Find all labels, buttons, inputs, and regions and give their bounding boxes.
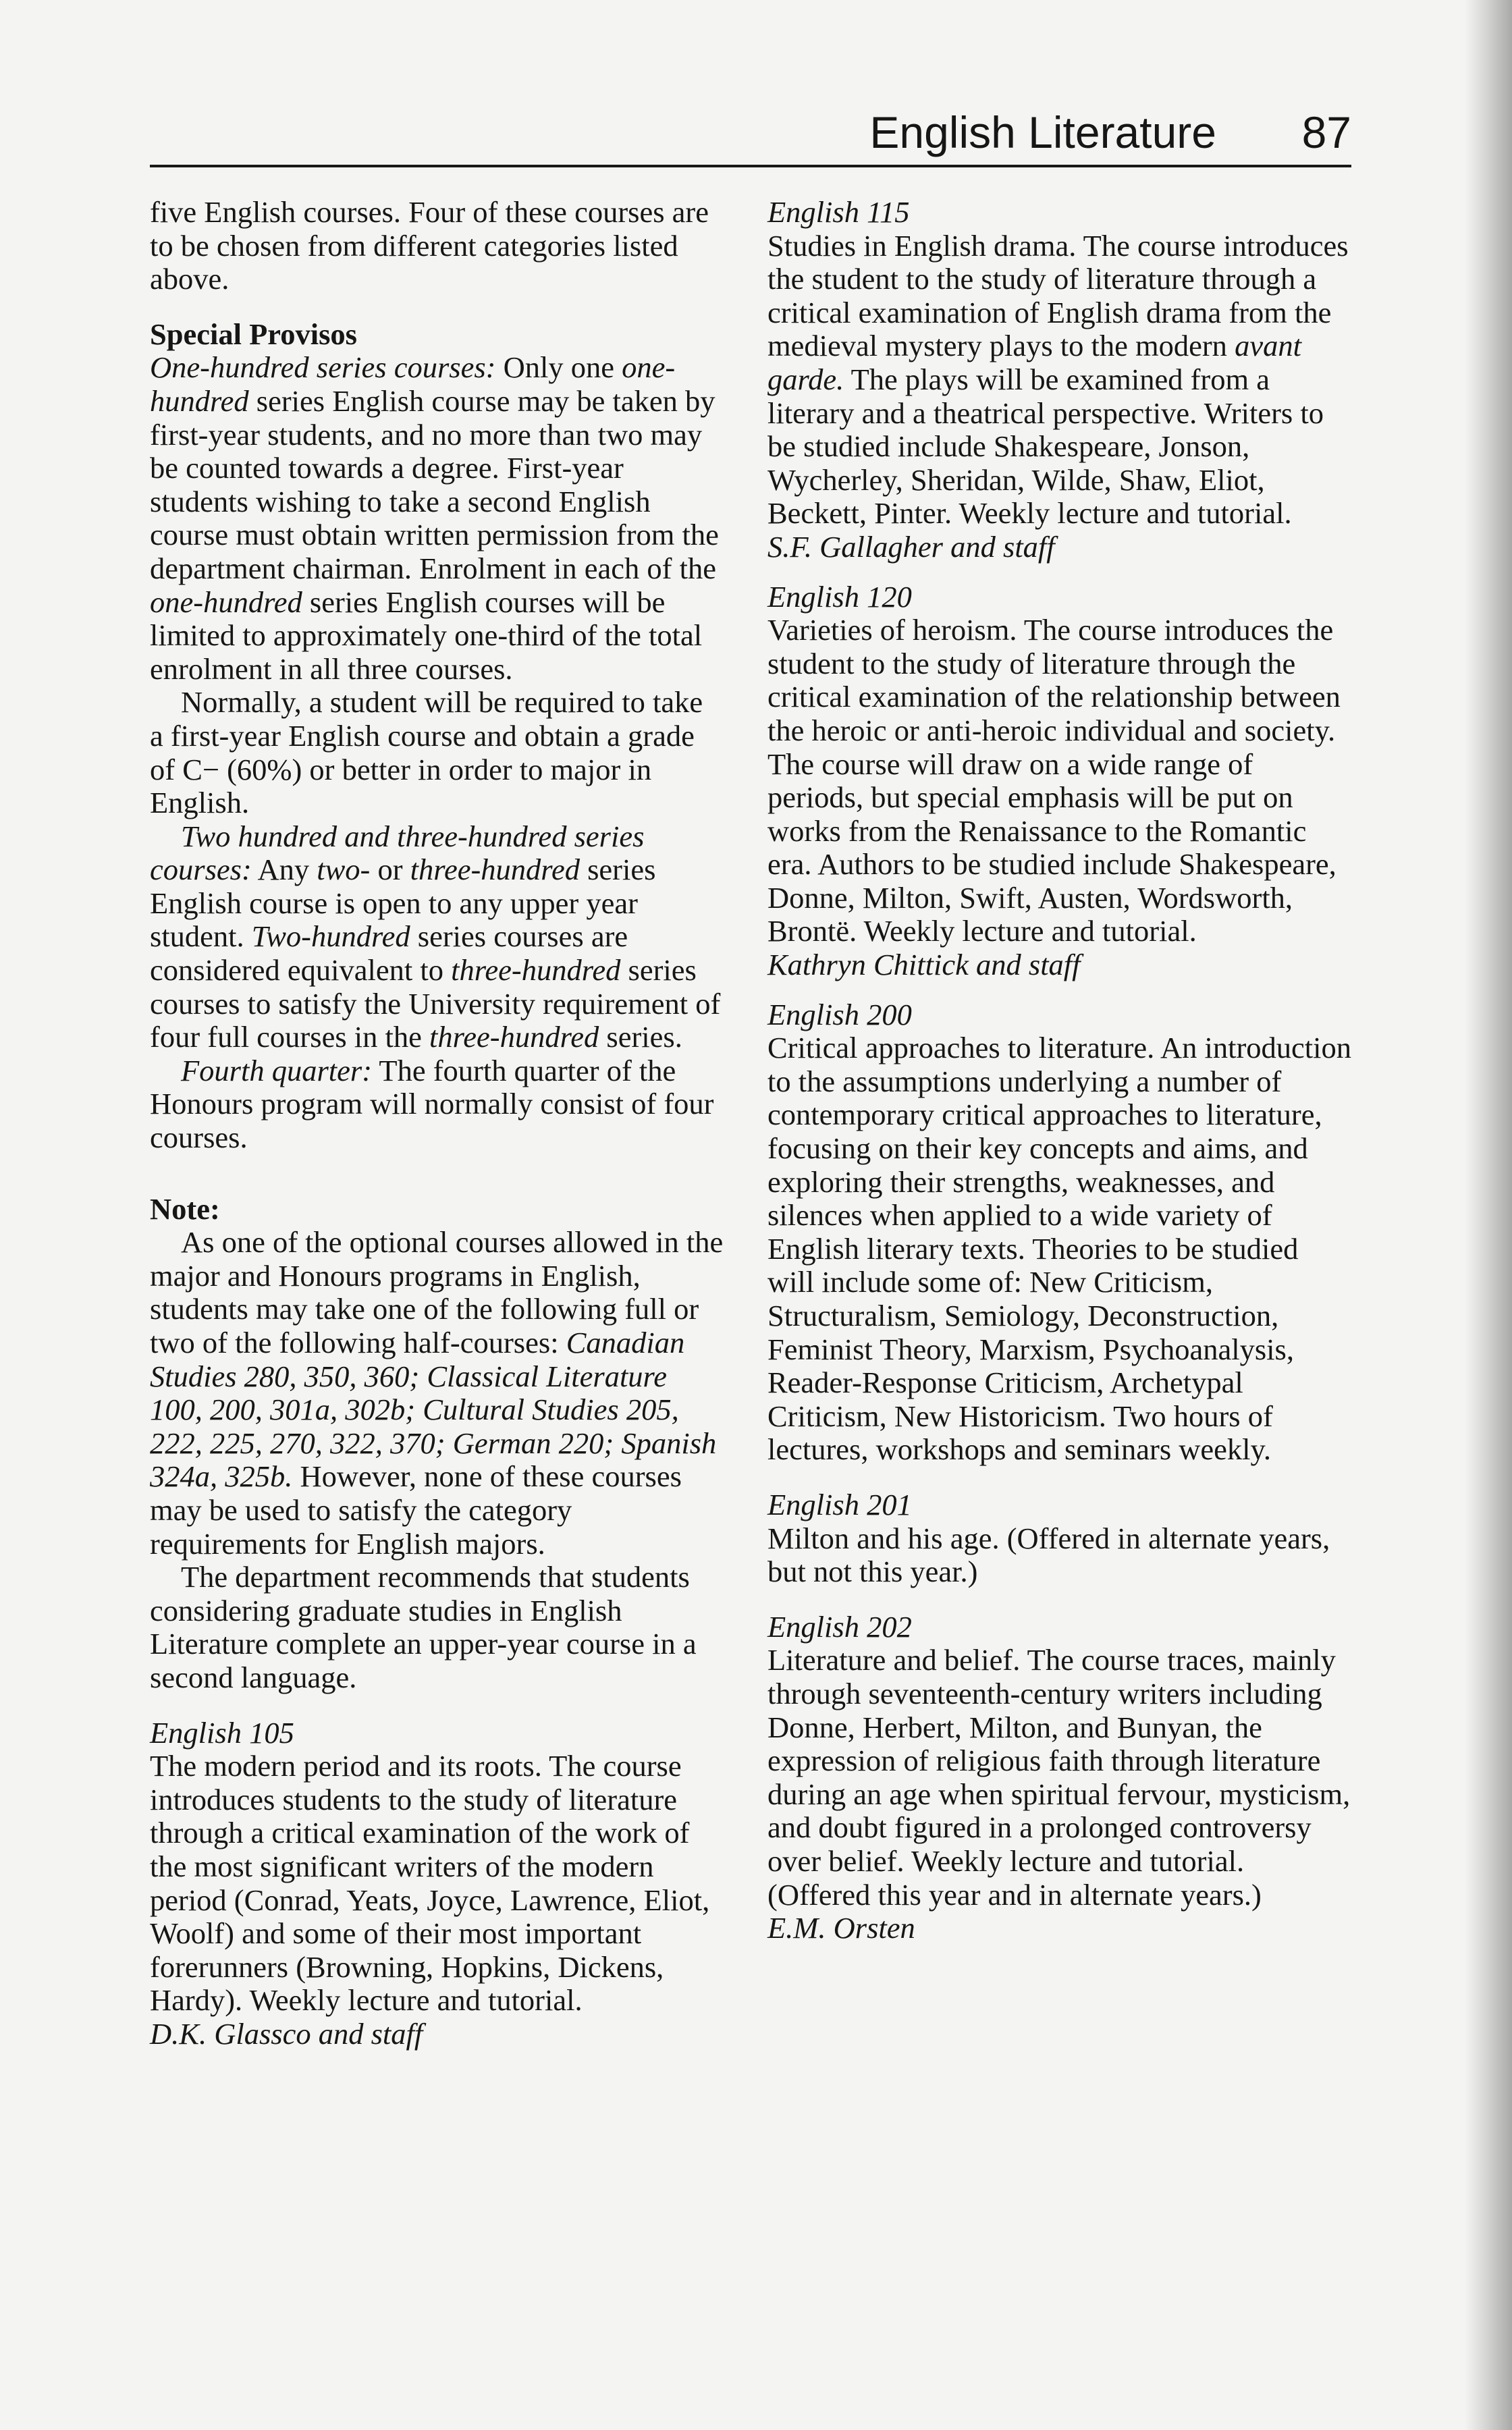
- page-number: 87: [1301, 107, 1351, 157]
- course-id: English 201: [767, 1487, 912, 1521]
- course-id: English 120: [767, 579, 912, 614]
- course-english-120: [767, 580, 1351, 982]
- course-english-201: [767, 1488, 1351, 1589]
- course-instructor: S.F. Gallagher and staff: [767, 529, 1055, 564]
- course-english-105: [150, 1717, 724, 2051]
- running-header: [150, 101, 1351, 161]
- course-description: Varieties of heroism. The course introduces the student to the study of literature through the critical examination of the relationship between the heroic or anti-heroic individual and society. The course will draw on a wide range of periods, but special emphasis will be put on works from the Renaissance to the Romantic era. Authors to be studied include Shakespeare, Donne, Milton, Swift, Austen, Wordsworth, Brontë. Weekly lecture and tutorial.: [767, 613, 1341, 948]
- course-instructor: D.K. Glassco and staff: [150, 2016, 423, 2051]
- course-description: Studies in English drama. The course introduces the student to the study of literature through a critical examination of English drama from the medieval mystery plays to the modern avant garde. The plays will be examined from a literary and a theatrical perspective. Writers to be studied include Shakespeare, Jonson, Wycherley, Sheridan, Wilde, Shaw, Eliot, Beckett, Pinter. Weekly lecture and tutorial.: [767, 228, 1349, 531]
- provisos-two-three-hundred: Two hundred and three-hundred series courses: Any two- or three-hundred series English course is open to any upper year student. Two-hundred series courses are considered equivalent to three-hundred series courses to satisfy the University requirement of four full courses in the three-hundred series.: [150, 819, 721, 1054]
- right-column: [767, 196, 1351, 1945]
- course-english-115: [767, 196, 1351, 564]
- intro-paragraph: five English courses. Four of these courses are to be chosen from different categories listed above.: [150, 195, 709, 296]
- course-id: English 105: [150, 1715, 294, 1750]
- course-description: Literature and belief. The course traces, mainly through seventeenth-century writers including Donne, Herbert, Milton, and Bunyan, the expression of religious faith through literature during an age when spiritual fervour, mysticism, and doubt figured in a prolonged controversy over belief. Weekly lecture and tutorial. (Offered this year and in alternate years.): [767, 1643, 1351, 1912]
- course-description: Critical approaches to literature. An introduction to the assumptions underlying a number of contemporary critical approaches to literature, focusing on their key concepts and aims, and exploring their strengths, weaknesses, and silences when applied to a wide variety of English literary texts. Theories to be studied will include some of: New Criticism, Structuralism, Semiology, Deconstruction, Feminist Theory, Marxism, Psychoanalysis, Reader-Response Criticism, Archetypal Criticism, New Historicism. Two hours of lectures, workshops and seminars weekly.: [767, 1031, 1352, 1467]
- left-column: [150, 196, 724, 2051]
- course-english-202: [767, 1611, 1351, 1945]
- header-rule: [150, 165, 1351, 167]
- course-description: The modern period and its roots. The course introduces students to the study of literature through a critical examination of the work of the most significant writers of the modern period (Conrad, Yeats, Joyce, Lawrence, Eliot, Woolf) and some of their most important forerunners (Browning, Hopkins, Dickens, Hardy). Weekly lecture and tutorial.: [150, 1749, 710, 2018]
- course-description: Milton and his age. (Offered in alternate years, but not this year.): [767, 1521, 1330, 1589]
- note-optional-courses: As one of the optional courses allowed in the major and Honours programs in English, students may take one of the following full or two of the following half-courses: Canadian Studies 280, 350, 360; Classical Literature 100, 200, 301a, 302b; Cultural Studies 205, 222, 225, 270, 322, 370; German 220; Spanish 324a, 325b. However, none of these courses may be used to satisfy the category requirements for English majors.: [150, 1225, 724, 1561]
- course-instructor: Kathryn Chittick and staff: [767, 948, 1081, 982]
- special-provisos-heading: Special Provisos: [150, 317, 357, 351]
- provisos-normally: Normally, a student will be required to take a first-year English course and obtain a grade of C− (60%) or better in order to major in English.: [150, 685, 703, 820]
- course-id: English 115: [767, 195, 910, 229]
- course-english-200: [767, 998, 1351, 1467]
- note-heading: Note:: [150, 1191, 220, 1226]
- provisos-one-hundred: One-hundred series courses: Only one one-hundred series English course may be taken by first-year students, and no more than two may be counted towards a degree. First-year students wishing to take a second English course must obtain written permission from the department chairman. Enrolment in each of the one-hundred series English courses will be limited to approximately one-third of the total enrolment in all three courses.: [150, 350, 719, 686]
- course-id: English 202: [767, 1609, 912, 1644]
- provisos-fourth-quarter: Fourth quarter: The fourth quarter of the Honours program will normally consist of four courses.: [150, 1053, 714, 1155]
- page-edge-shadow: [1465, 0, 1512, 2430]
- note-graduate-studies: The department recommends that students considering graduate studies in English Literature complete an upper-year course in a second language.: [150, 1560, 697, 1694]
- course-instructor: E.M. Orsten: [767, 1911, 915, 1945]
- course-id: English 200: [767, 997, 912, 1031]
- section-title: English Literature: [869, 107, 1216, 157]
